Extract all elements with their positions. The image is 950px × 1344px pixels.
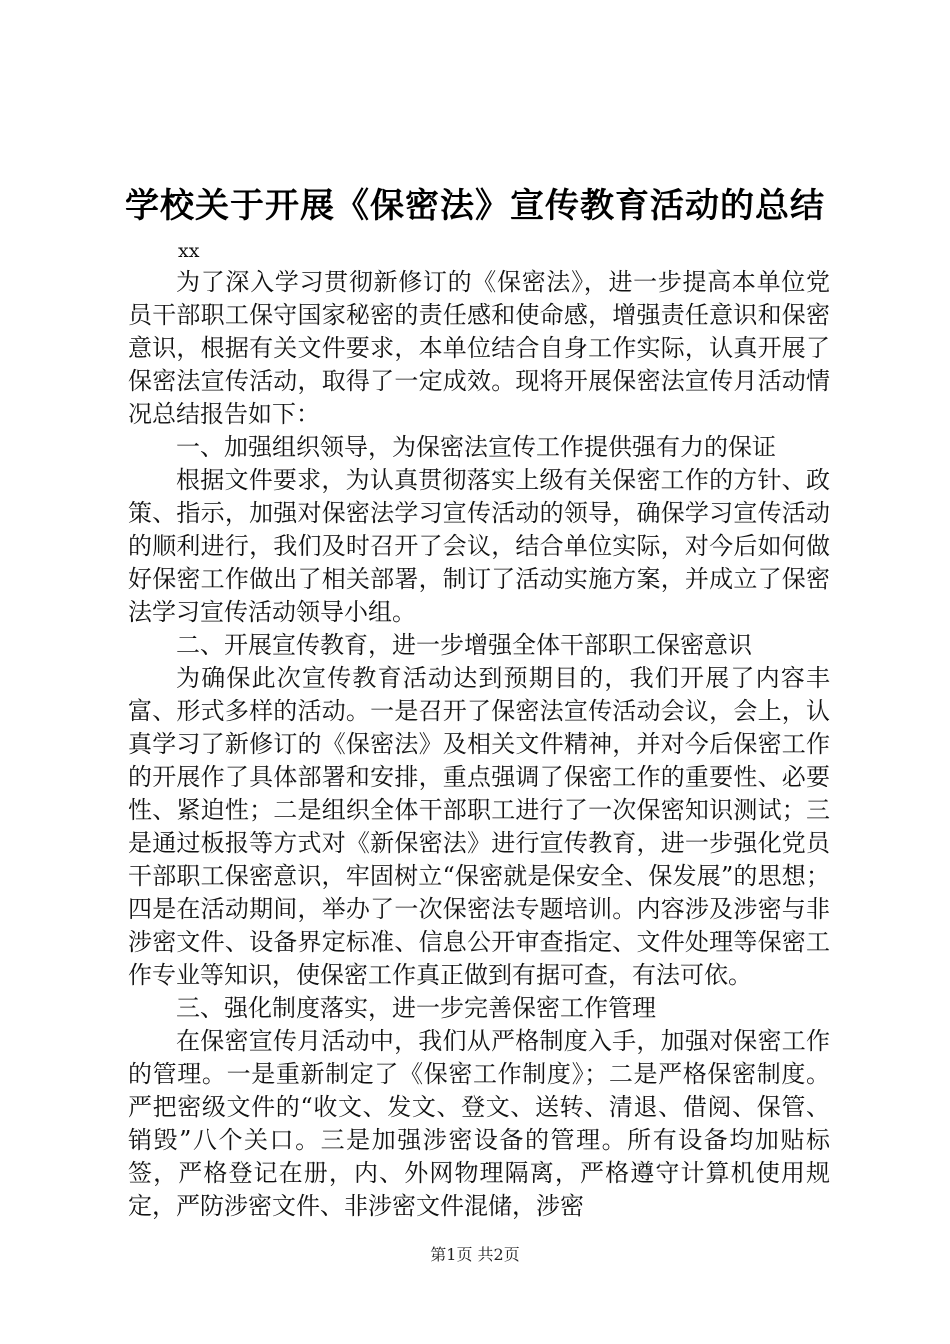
document-title: 学校关于开展《保密法》宣传教育活动的总结 [125,185,825,226]
author-line: xx [178,240,200,262]
document-body [128,236,830,1223]
page-number-footer: 第1页 共2页 [430,1245,520,1264]
section-1-heading: 一、加强组织领导，为保密法宣传工作提供强有力的保证 [176,433,776,461]
intro-paragraph: 为了深入学习贯彻新修订的《保密法》，进一步提高本单位党员干部职工保守国家秘密的责任感和使命感，增强责任意识和保密意识，根据有关文件要求，本单位结合自身工作实际，认真开展了保密法宣传活动，取得了一定成效。现将开展保密法宣传月活动情况总结报告如下： [128,268,830,428]
section-2-heading: 二、开展宣传教育，进一步增强全体干部职工保密意识 [176,631,752,659]
section-3-heading: 三、强化制度落实，进一步完善保密工作管理 [176,994,656,1022]
section-3-paragraph: 在保密宣传月活动中，我们从严格制度入手，加强对保密工作的管理。一是重新制定了《保密工作制度》；二是严格保密制度。严把密级文件的“收文、发文、登文、送转、清退、借阅、保管、销毁”八个关口。三是加强涉密设备的管理。所有设备均加贴标签，严格登记在册，内、外网物理隔离，严格遵守计算机使用规定，严防涉密文件、非涉密文件混储，涉密 [128,1027,830,1220]
section-1-paragraph: 根据文件要求，为认真贯彻落实上级有关保密工作的方针、政策、指示，加强对保密法学习宣传活动的领导，确保学习宣传活动的顺利进行，我们及时召开了会议，结合单位实际，对今后如何做好保密工作做出了相关部署，制订了活动实施方案，并成立了保密法学习宣传活动领导小组。 [128,466,830,626]
section-2-paragraph: 为确保此次宣传教育活动达到预期目的，我们开展了内容丰富、形式多样的活动。一是召开了保密法宣传活动会议，会上，认真学习了新修订的《保密法》及相关文件精神，并对今后保密工作的开展作了具体部署和安排，重点强调了保密工作的重要性、必要性、紧迫性；二是组织全体干部职工进行了一次保密知识测试；三是通过板报等方式对《新保密法》进行宣传教育，进一步强化党员干部职工保密意识，牢固树立“保密就是保安全、保发展”的思想；四是在活动期间，举办了一次保密法专题培训。内容涉及涉密与非涉密文件、设备界定标准、信息公开审查指定、文件处理等保密工作专业等知识，使保密工作真正做到有据可查，有法可依。 [128,664,830,989]
